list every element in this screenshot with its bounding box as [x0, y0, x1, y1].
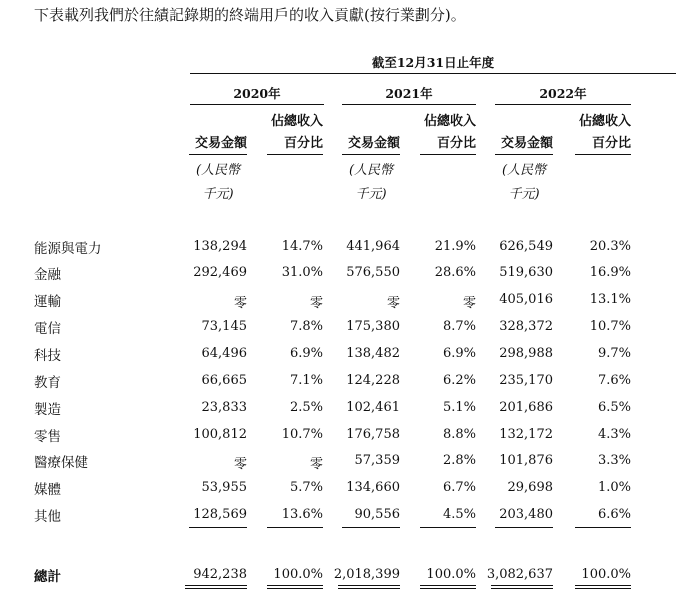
subtotal-rule	[495, 527, 553, 528]
amount-cell: 64,496	[201, 346, 247, 361]
subtotal-rule	[189, 527, 247, 528]
amount-cell: 138,294	[193, 239, 247, 254]
pct-cell: 7.6%	[597, 373, 631, 388]
amount-cell: 100,812	[193, 427, 247, 442]
total-double-rule	[267, 588, 323, 589]
total-label: 總計	[34, 569, 61, 585]
year-2020-underline	[190, 104, 324, 105]
pct-cell: 10.7%	[281, 427, 323, 442]
pct-header-line2: 百分比	[436, 136, 476, 151]
pct-cell: 31.0%	[281, 265, 323, 280]
row-label: 金融	[34, 267, 61, 283]
subtotal-rule	[267, 527, 323, 528]
period-header: 截至12月31日止年度	[371, 55, 495, 70]
row-label: 能源與電力	[34, 241, 102, 257]
amount-cell: 176,758	[346, 427, 400, 442]
pct-cell: 8.7%	[442, 319, 476, 334]
amount-header: 交易金額	[347, 136, 400, 151]
pct-header-underline	[575, 154, 631, 155]
amount-cell: 328,372	[499, 319, 553, 334]
amount-cell: 零	[233, 296, 247, 311]
amount-cell: 132,172	[499, 427, 553, 442]
total-double-rule	[267, 585, 323, 586]
amount-cell: 53,955	[201, 480, 247, 495]
pct-cell: 零	[462, 296, 476, 311]
pct-cell: 9.7%	[597, 346, 631, 361]
pct-cell: 4.5%	[442, 507, 476, 522]
unit-line1: (人民幣	[195, 163, 241, 178]
total-amount-cell: 942,238	[193, 567, 247, 582]
amount-cell: 101,876	[499, 453, 553, 468]
pct-cell: 10.7%	[589, 319, 631, 334]
amount-cell: 626,549	[499, 239, 553, 254]
amount-header: 交易金額	[500, 136, 553, 151]
amount-cell: 73,145	[201, 319, 247, 334]
total-double-rule	[420, 588, 476, 589]
total-double-rule	[185, 588, 247, 589]
row-label: 教育	[34, 375, 61, 391]
year-2020-header: 2020年	[233, 86, 281, 101]
row-label: 科技	[34, 348, 61, 364]
amount-cell: 124,228	[346, 373, 400, 388]
pct-cell: 6.2%	[442, 373, 476, 388]
subtotal-rule	[420, 527, 476, 528]
row-label: 媒體	[34, 482, 61, 498]
total-double-rule	[338, 585, 400, 586]
amount-cell: 519,630	[499, 265, 553, 280]
pct-cell: 6.7%	[442, 480, 476, 495]
pct-header-line1: 佔總收入	[423, 114, 476, 129]
amount-header-underline	[342, 154, 400, 155]
amount-cell: 90,556	[354, 507, 400, 522]
pct-cell: 2.8%	[442, 453, 476, 468]
pct-cell: 1.0%	[597, 480, 631, 495]
amount-cell: 292,469	[193, 265, 247, 280]
amount-cell: 66,665	[201, 373, 247, 388]
pct-cell: 6.9%	[289, 346, 323, 361]
total-amount-cell: 3,082,637	[486, 567, 553, 582]
year-2021-underline	[342, 104, 476, 105]
pct-cell: 2.5%	[289, 400, 323, 415]
amount-cell: 57,359	[354, 453, 400, 468]
unit-line1: (人民幣	[501, 163, 547, 178]
row-label: 電信	[34, 321, 61, 337]
unit-line2: 千元)	[202, 187, 234, 202]
pct-cell: 14.7%	[281, 239, 323, 254]
subtotal-rule	[575, 527, 631, 528]
row-label: 零售	[34, 429, 61, 445]
amount-cell: 441,964	[346, 239, 400, 254]
total-amount-cell: 2,018,399	[333, 567, 400, 582]
subtotal-rule	[342, 527, 400, 528]
pct-cell: 7.1%	[289, 373, 323, 388]
pct-cell: 20.3%	[589, 239, 631, 254]
unit-line2: 千元)	[508, 187, 540, 202]
unit-line1: (人民幣	[348, 163, 394, 178]
pct-cell: 6.9%	[442, 346, 476, 361]
amount-cell: 23,833	[201, 400, 247, 415]
row-label: 醫療保健	[34, 455, 88, 471]
amount-cell: 29,698	[507, 480, 553, 495]
pct-cell: 8.8%	[442, 427, 476, 442]
pct-header-line1: 佔總收入	[578, 114, 631, 129]
amount-cell: 298,988	[499, 346, 553, 361]
amount-cell: 134,660	[346, 480, 400, 495]
total-double-rule	[575, 585, 631, 586]
pct-cell: 零	[309, 296, 323, 311]
amount-cell: 235,170	[499, 373, 553, 388]
amount-cell: 零	[233, 457, 247, 472]
year-2021-header: 2021年	[385, 86, 433, 101]
pct-cell: 零	[309, 457, 323, 472]
amount-cell: 175,380	[346, 319, 400, 334]
total-double-rule	[185, 585, 247, 586]
intro-text: 下表載列我們於往績記錄期的終端用戶的收入貢獻(按行業劃分)。	[34, 6, 466, 24]
total-double-rule	[491, 588, 553, 589]
pct-cell: 6.6%	[597, 507, 631, 522]
unit-line2: 千元)	[355, 187, 387, 202]
pct-cell: 5.1%	[442, 400, 476, 415]
pct-cell: 4.3%	[597, 427, 631, 442]
total-double-rule	[575, 588, 631, 589]
pct-header-underline	[267, 154, 323, 155]
total-double-rule	[338, 588, 400, 589]
total-pct-cell: 100.0%	[273, 567, 323, 582]
year-2022-underline	[495, 104, 631, 105]
amount-cell: 405,016	[499, 292, 553, 307]
total-double-rule	[491, 585, 553, 586]
pct-cell: 6.5%	[597, 400, 631, 415]
pct-cell: 13.6%	[281, 507, 323, 522]
row-label: 其他	[34, 509, 61, 525]
amount-header-underline	[495, 154, 553, 155]
row-label: 運輸	[34, 294, 61, 310]
amount-header-underline	[189, 154, 247, 155]
amount-cell: 102,461	[346, 400, 400, 415]
total-pct-cell: 100.0%	[426, 567, 476, 582]
year-2022-header: 2022年	[539, 86, 587, 101]
pct-cell: 28.6%	[434, 265, 476, 280]
period-underline	[190, 73, 676, 74]
total-double-rule	[420, 585, 476, 586]
amount-cell: 203,480	[499, 507, 553, 522]
pct-cell: 7.8%	[289, 319, 323, 334]
amount-cell: 138,482	[346, 346, 400, 361]
pct-cell: 21.9%	[434, 239, 476, 254]
pct-header-line2: 百分比	[591, 136, 631, 151]
pct-header-underline	[420, 154, 476, 155]
pct-cell: 5.7%	[289, 480, 323, 495]
amount-cell: 576,550	[346, 265, 400, 280]
amount-header: 交易金額	[194, 136, 247, 151]
pct-cell: 3.3%	[597, 453, 631, 468]
amount-cell: 201,686	[499, 400, 553, 415]
amount-cell: 128,569	[193, 507, 247, 522]
pct-cell: 13.1%	[589, 292, 631, 307]
total-pct-cell: 100.0%	[581, 567, 631, 582]
pct-header-line1: 佔總收入	[270, 114, 323, 129]
row-label: 製造	[34, 402, 61, 418]
pct-cell: 16.9%	[589, 265, 631, 280]
amount-cell: 零	[386, 296, 400, 311]
pct-header-line2: 百分比	[283, 136, 323, 151]
